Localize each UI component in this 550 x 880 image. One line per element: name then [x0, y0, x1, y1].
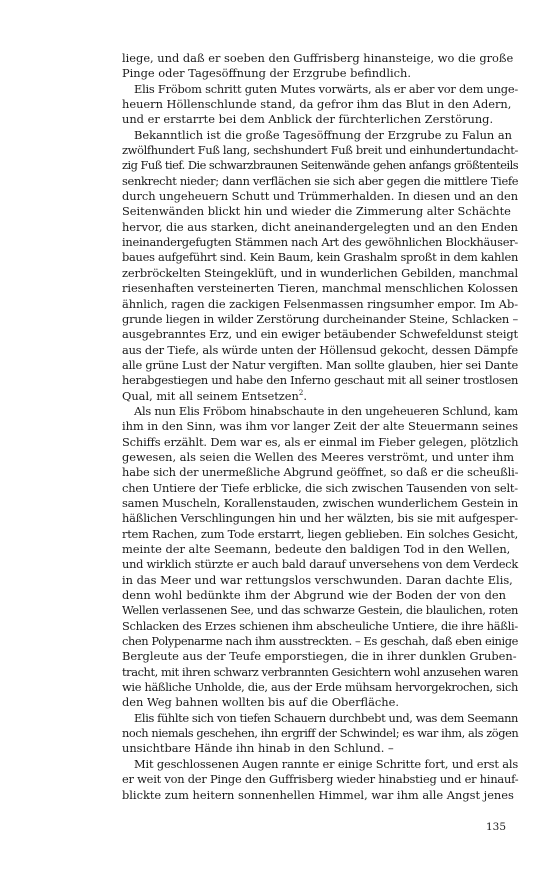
text-line: Bergleute aus der Teufe emporstiegen, die in ihrer dunklen Gruben-: [122, 649, 517, 664]
text-line: und er erstarrte bei dem Anblick der fürchterlichen Zerstörung.: [122, 112, 494, 127]
text-line: herabgestiegen und habe den Inferno geschaut mit all seiner trostlosen: [122, 373, 519, 388]
text-line: in das Meer und war rettungslos verschwunden. Daran dachte Elis,: [122, 572, 513, 587]
text-line: Schlacken des Erzes schienen ihm abscheuliche Untiere, die ihre häßli-: [122, 618, 519, 633]
paragraph: [110, 127, 519, 404]
text-line: blickte zum heitern sonnenhellen Himmel, war ihm alle Angst jenes: [122, 787, 514, 802]
text-line: liege, und daß er soeben den Guffrisberg hinansteige, wo die große: [122, 51, 514, 65]
text-line: Qual, mit all seinem Entsetzen$^2$.: [122, 388, 307, 403]
text-line: Als nun Elis Fröbom hinabschaute in den ungeheueren Schlund, kam: [134, 403, 518, 418]
body-text: [110, 51, 519, 803]
text-line: chen Untiere der Tiefe erblicke, die sich zwischen Tausenden von selt-: [122, 480, 518, 495]
text-line: senkrecht nieder; dann verflächen sie sich aber gegen die mittlere Tiefe: [122, 173, 519, 188]
paragraph: [110, 403, 519, 711]
text-line: rtem Rachen, zum Tode erstarrt, liegen geblieben. Ein solches Gesicht,: [122, 526, 519, 541]
text-line: zig Fuß tief. Die schwarzbraunen Seitenwände gehen anfangs größtenteils: [122, 158, 519, 173]
text-line: häßlichen Verschlingungen hin und her wälzten, bis sie mit aufgesper-: [122, 511, 518, 526]
text-line: zerbröckelten Steingeklüft, und in wunderlichen Gebilden, manchmal: [122, 265, 519, 280]
text-line: alle grüne Lust der Natur vergiften. Man sollte glauben, hier sei Dante: [122, 357, 518, 372]
text-line: ineinandergefugten Stämmen nach Art des gewöhnlichen Blockhäuser-: [122, 235, 519, 250]
text-line: Bekanntlich ist die große Tagesöffnung der Erzgrube zu Falun an: [134, 127, 513, 142]
text-line: aus der Tiefe, als würde unten der Höllensud gekocht, dessen Dämpfe: [122, 342, 518, 357]
text-line: baues aufgeführt sind. Kein Baum, kein Grashalm sproßt in dem kahlen: [122, 250, 519, 265]
text-line: er weit von der Pinge den Guffrisberg wieder hinabstieg und er hinauf-: [122, 772, 519, 787]
text-line: riesenhaften versteinerten Tieren, manchmal menschlichen Kolossen: [122, 281, 519, 296]
paragraph: [110, 51, 514, 82]
text-line: noch niemals geschehen, ihn ergriff der Schwindel; es war ihm, als zögen: [122, 726, 519, 741]
paragraph: [110, 81, 518, 128]
text-line: denn wohl bedünkte ihm der Abgrund wie der Boden der von den: [122, 588, 506, 603]
paragraph: [110, 710, 519, 757]
text-line: tracht, mit ihren schwarz verbrannten Gesichtern wohl anzusehen waren: [122, 664, 518, 679]
text-line: hervor, die aus starken, dicht aneinandergelegten und an den Enden: [122, 219, 518, 234]
text-line: den Weg bahnen wollten bis auf die Oberfläche.: [122, 695, 399, 710]
text-line: meinte der alte Seemann, bedeute den baldigen Tod in den Wellen,: [122, 542, 511, 556]
text-line: Elis Fröbom schritt guten Mutes vorwärts, als er aber vor dem unge-: [134, 81, 518, 96]
text-line: zwölfhundert Fuß lang, sechshundert Fuß breit und einhundertundacht-: [122, 143, 519, 158]
paragraph: [110, 756, 519, 803]
text-line: heuern Höllenschlunde stand, da gefror ihm das Blut in den Adern,: [122, 97, 512, 112]
text-line: ihm in den Sinn, was ihm vor langer Zeit der alte Steuermann seines: [122, 419, 519, 434]
text-line: chen Polypenarme nach ihm ausstreckten. – Es geschah, daß eben einige: [122, 634, 518, 649]
text-line: Seitenwänden blickt hin und wieder die Zimmerung alter Schächte: [122, 204, 511, 219]
punctuation: .: [303, 388, 307, 403]
text-line: Pinge oder Tagesöffnung der Erzgrube befindlich.: [122, 66, 411, 81]
text-line: und wirklich stürzte er auch bald darauf unversehens von dem Verdeck: [122, 557, 519, 572]
text-line: Elis fühlte sich von tiefen Schauern durchbebt und, was dem Seemann: [134, 710, 519, 725]
text-line: durch ungeheuern Schutt und Trümmerhalden. In diesen und an den: [122, 189, 518, 204]
page-number: 135: [485, 821, 506, 833]
text-line: samen Muscheln, Korallenstauden, zwischen wunderlichem Gestein in: [122, 495, 519, 510]
text-line: unsichtbare Hände ihn hinab in den Schlund. –: [122, 741, 394, 756]
text-line: ausgebranntes Erz, und ein ewiger betäubender Schwefeldunst steigt: [122, 327, 518, 342]
text-line: Schiffs erzählt. Dem war es, als er einmal im Fieber gelegen, plötzlich: [122, 434, 519, 449]
footnote-marker: 2: [298, 388, 304, 397]
text-line: Wellen verlassenen See, und das schwarze Gestein, die blaulichen, roten: [122, 603, 519, 618]
text-line: wie häßliche Unholde, die, aus der Erde mühsam hervorgekrochen, sich: [122, 680, 518, 695]
text-line: ähnlich, ragen die zackigen Felsenmassen ringsumher empor. Im Ab-: [122, 296, 518, 311]
text-line: habe sich der unermeßliche Abgrund geöffnet, so daß er die scheußli-: [122, 465, 519, 480]
text-line: grunde liegen in wilder Zerstörung durcheinander Steine, Schlacken –: [122, 311, 519, 326]
text-line: Mit geschlossenen Augen rannte er einige Schritte fort, und erst als: [134, 756, 519, 771]
text-line: gewesen, als seien die Wellen des Meeres verströmt, und unter ihm: [122, 449, 514, 464]
